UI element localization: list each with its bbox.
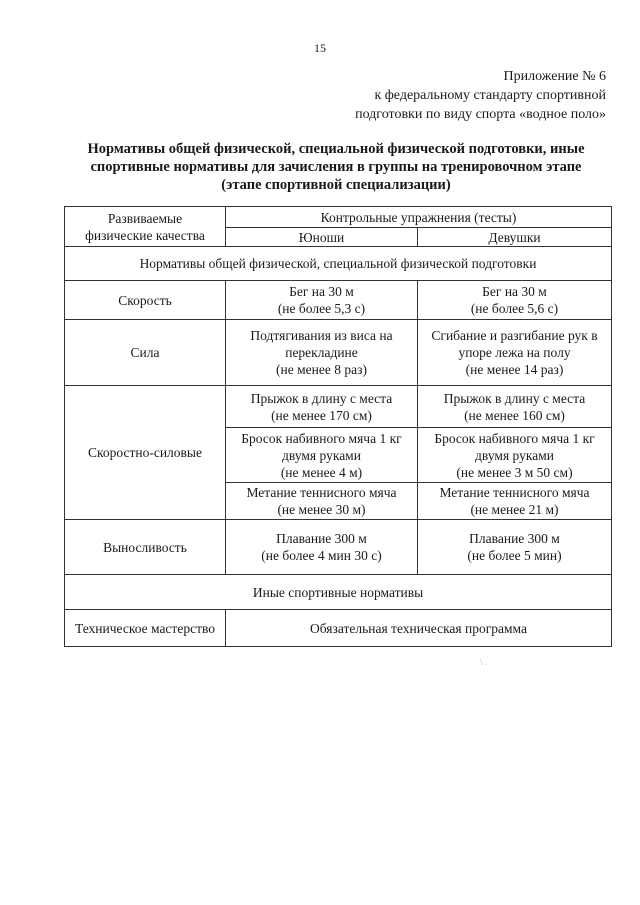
girls-norm-cell (418, 320, 612, 386)
header-girls-cell: Девушки (418, 228, 612, 247)
norm-text: Бросок набивного мяча 1 кг (434, 430, 595, 446)
header-boys-cell: Юноши (226, 228, 418, 247)
appendix-line: Приложение № 6 (503, 69, 606, 84)
section-other-title: Иные спортивные нормативы (65, 575, 612, 610)
header-qualities-cell (65, 207, 226, 247)
boys-norm-cell (226, 281, 418, 320)
norm-text: Метание теннисного мяча (439, 485, 590, 500)
header-tests-cell: Контрольные упражнения (тесты) (226, 207, 612, 228)
technique-norm-cell: Обязательная техническая программа (226, 610, 612, 647)
title-line: Нормативы общей физической, специальной физической подготовки, иные (87, 141, 585, 157)
girls-norm-cell (418, 483, 612, 520)
section-general-title: Нормативы общей физической, специальной физической подготовки (65, 247, 612, 281)
norm-text: Метание теннисного мяча (246, 485, 397, 500)
quality-label: Выносливость (65, 520, 226, 575)
norm-text: (не более 5,3 с) (277, 301, 366, 316)
norm-text: Подтягивания из виса на (250, 328, 393, 343)
norm-text: перекладине (285, 345, 358, 360)
norm-text: упоре лежа на полу (458, 345, 571, 360)
boys-norm-cell (226, 386, 418, 428)
norm-text: Бег на 30 м (289, 284, 354, 299)
appendix-line: подготовки по виду спорта «водное поло» (355, 107, 606, 122)
quality-label: Техническое мастерство (65, 610, 226, 647)
norm-text: Плавание 300 м (276, 531, 367, 546)
scan-mark: \ . (480, 657, 488, 667)
norms-table (64, 206, 612, 647)
table-row (65, 610, 612, 647)
girls-norm-cell (418, 281, 612, 320)
norm-text: Прыжок в длину с места (250, 390, 393, 406)
appendix-line: к федеральному стандарту спортивной (374, 88, 606, 103)
section-row (65, 575, 612, 610)
norm-text: (не более 5,6 с) (470, 301, 559, 316)
norm-text: Плавание 300 м (469, 531, 560, 546)
document-title (66, 140, 606, 194)
title-line: (этапе спортивной специализации) (221, 177, 451, 193)
norm-text: двумя руками (475, 447, 554, 463)
norm-text: (не менее 14 раз) (465, 362, 564, 377)
table-row (65, 520, 612, 575)
norm-text: (не менее 8 раз) (276, 362, 367, 377)
page-number: 15 (314, 41, 326, 55)
boys-norm-cell (226, 483, 418, 520)
norm-text: (не менее 170 см) (271, 407, 372, 423)
appendix-note (355, 67, 606, 124)
table-row (65, 386, 612, 428)
quality-label: Скоростно-силовые (65, 386, 226, 520)
norm-text: Бросок набивного мяча 1 кг (241, 430, 402, 446)
section-row (65, 247, 612, 281)
title-line: спортивные нормативы для зачисления в группы на тренировочном этапе (90, 159, 582, 175)
norm-text: Сгибание и разгибание рук в (431, 328, 598, 343)
norm-text: двумя руками (282, 447, 361, 463)
header-qualities-text: физические качества (85, 227, 205, 243)
boys-norm-cell (226, 428, 418, 483)
table-row (65, 320, 612, 386)
quality-label: Сила (65, 320, 226, 386)
norm-text: (не более 5 мин) (467, 548, 562, 563)
girls-norm-cell (418, 520, 612, 575)
norm-text: (не менее 3 м 50 см) (456, 464, 573, 480)
norm-text: (не менее 4 м) (280, 464, 363, 480)
boys-norm-cell (226, 320, 418, 386)
norm-text: (не более 4 мин 30 с) (261, 548, 382, 563)
table-row (65, 281, 612, 320)
table-header-row (65, 207, 612, 228)
norm-text: (не менее 30 м) (277, 502, 366, 517)
norm-text: (не менее 160 см) (464, 407, 565, 423)
norm-text: Прыжок в длину с места (443, 390, 586, 406)
girls-norm-cell (418, 428, 612, 483)
norm-text: Бег на 30 м (482, 284, 547, 299)
norm-text: (не менее 21 м) (470, 502, 559, 517)
quality-label: Скорость (65, 281, 226, 320)
header-qualities-text: Развиваемые (107, 210, 183, 226)
boys-norm-cell (226, 520, 418, 575)
girls-norm-cell (418, 386, 612, 428)
